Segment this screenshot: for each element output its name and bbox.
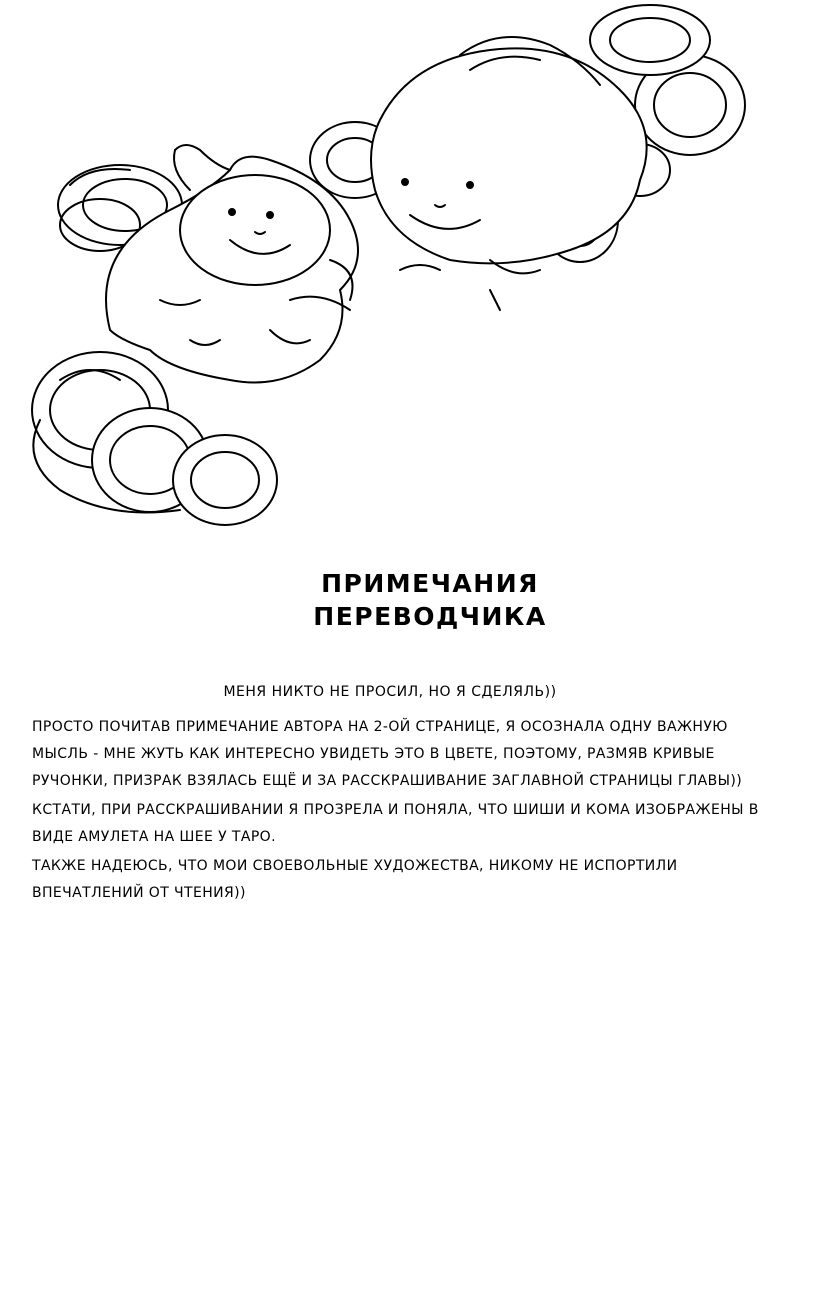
paragraph-3 [32,853,752,907]
paragraph-2 [32,797,759,851]
paragraph-line: МЫСЛЬ - МНЕ ЖУТЬ КАК ИНТЕРЕСНО УВИДЕТЬ ЭТО В ЦВЕТЕ, ПОЭТОМУ, РАЗМЯВ КРИВЫЕ [32,746,715,762]
paragraph-line: ВИДЕ АМУЛЕТА НА ШЕЕ У ТАРО. [32,829,276,845]
paragraph-line: КСТАТИ, ПРИ РАССКРАШИВАНИИ Я ПРОЗРЕЛА И ПОНЯЛА, ЧТО ШИШИ И КОМА ИЗОБРАЖЕНЫ В [32,802,759,818]
paragraph-1 [32,714,752,795]
paragraph-line: РУЧОНКИ, ПРИЗРАК ВЗЯЛАСЬ ЕЩЁ И ЗА РАССКРАШИВАНИЕ ЗАГЛАВНОЙ СТРАНИЦЫ ГЛАВЫ)) [32,773,743,789]
two-fluffy-creatures-icon [0,0,830,540]
paragraph-line: ПРОСТО ПОЧИТАВ ПРИМЕЧАНИЕ АВТОРА НА 2-ОЙ СТРАНИЦЕ, Я ОСОЗНАЛА ОДНУ ВАЖНУЮ [32,719,728,735]
page-title-line2: ПЕРЕВОДЧИКА [313,602,547,631]
paragraph-line: ВПЕЧАТЛЕНИЙ ОТ ЧТЕНИЯ)) [32,885,246,901]
page-title-line1: ПРИМЕЧАНИЯ [321,569,539,598]
paragraph-line: ТАКЖЕ НАДЕЮСЬ, ЧТО МОИ СВОЕВОЛЬНЫЕ ХУДОЖЕСТВА, НИКОМУ НЕ ИСПОРТИЛИ [32,858,678,874]
right-creature [371,37,647,310]
note-heading: МЕНЯ НИКТО НЕ ПРОСИЛ, НО Я СДЕЛЯЛЬ)) [223,684,557,700]
